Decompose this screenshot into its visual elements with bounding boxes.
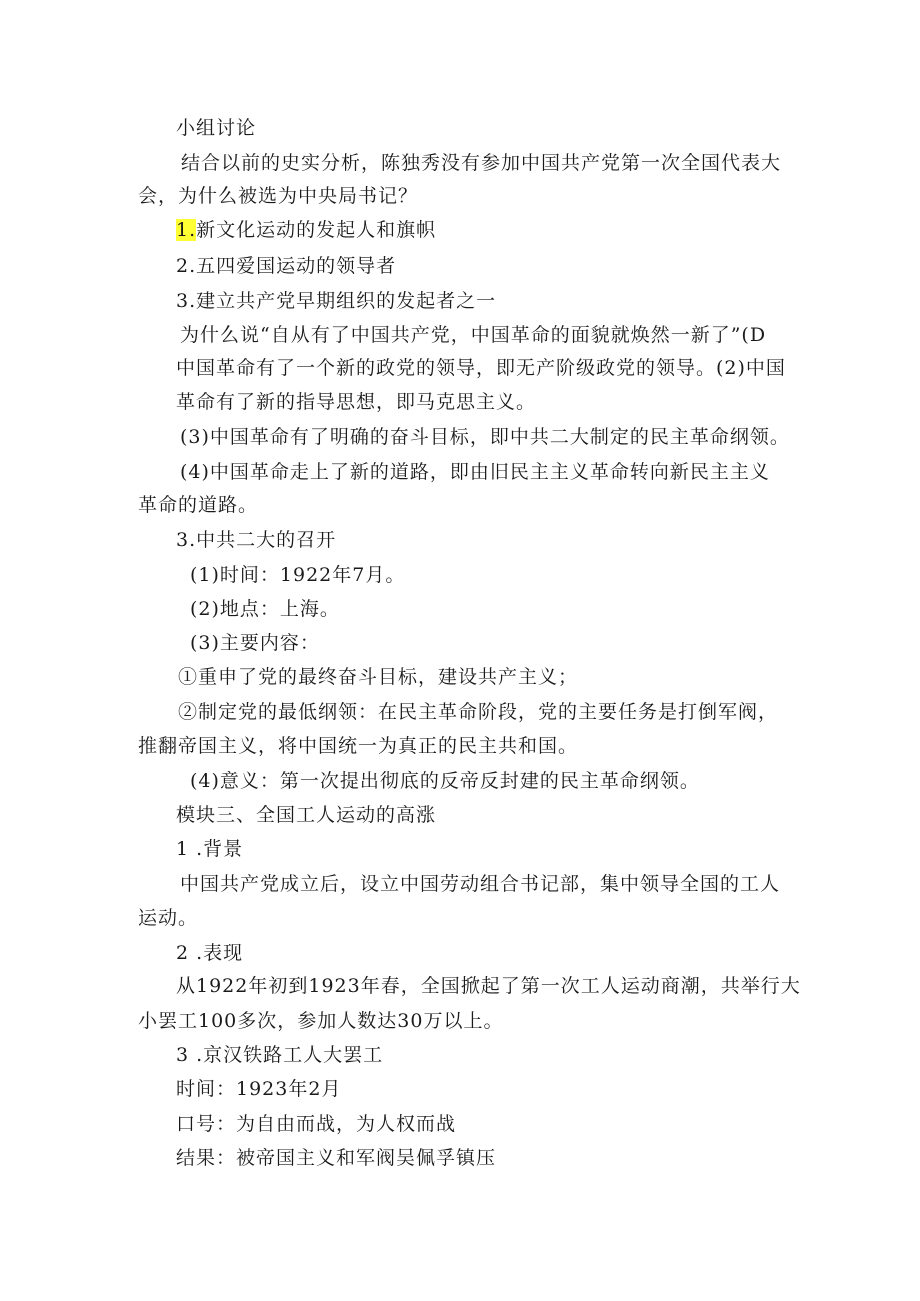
paragraph-line: (3)中国革命有了明确的奋斗目标，即中共二大制定的民主革命纲领。: [180, 426, 790, 448]
paragraph-line: (4)中国革命走上了新的道路，即由旧民主主义革命转向新民主主义: [180, 461, 770, 483]
list-item-text: 新文化运动的发起人和旗帜: [196, 219, 437, 241]
highlight-marker: 1.: [176, 219, 197, 241]
module-heading: 模块三、全国工人运动的高涨: [176, 804, 437, 826]
paragraph-line: 结果：被帝国主义和军阀吴佩孚镇压: [176, 1147, 497, 1169]
paragraph-line: 推翻帝国主义，将中国统一为真正的民主共和国。: [138, 735, 579, 757]
paragraph-line: 会，为什么被选为中央局书记？: [138, 185, 419, 207]
paragraph-line: 革命的道路。: [138, 494, 259, 516]
paragraph-line: 从1922年初到1923年春，全国掀起了第一次工人运动商潮，共举行大: [176, 975, 801, 997]
paragraph-line: 口号：为自由而战，为人权而战: [176, 1113, 457, 1135]
list-item-2: 2.五四爱国运动的领导者: [176, 255, 397, 277]
paragraph-line: 为什么说“自从有了中国共产党，中国革命的面貌就焕然一新了”(D: [180, 324, 767, 346]
section-heading: 2 .表现: [176, 942, 244, 964]
paragraph-line: 运动。: [138, 907, 199, 929]
list-item-3: 3.建立共产党早期组织的发起者之一: [176, 290, 497, 312]
sub-item: (4)意义：第一次提出彻底的反帝反封建的民主革命纲领。: [190, 770, 700, 792]
paragraph-line: 中国革命有了一个新的政党的领导，即无产阶级政党的领导。(2)中国: [176, 357, 786, 379]
sub-item: (3)主要内容：: [190, 632, 320, 654]
paragraph-line: 革命有了新的指导思想，即马克思主义。: [176, 391, 537, 413]
sub-item: ①重申了党的最终奋斗目标，建设共产主义；: [178, 666, 579, 688]
section-heading: 3.中共二大的召开: [176, 529, 337, 551]
list-item-1: [176, 218, 436, 242]
paragraph-line: 小罢工100多次，参加人数达30万以上。: [138, 1010, 504, 1032]
sub-item: (1)时间：1922年7月。: [190, 564, 406, 586]
paragraph-line: 中国共产党成立后，设立中国劳动组合书记部，集中领导全国的工人: [180, 873, 781, 895]
paragraph-line: 结合以前的史实分析，陈独秀没有参加中国共产党第一次全国代表大: [181, 152, 782, 174]
sub-item: ②制定党的最低纲领：在民主革命阶段，党的主要任务是打倒军阀，: [178, 701, 779, 723]
paragraph-line: 时间：1923年2月: [176, 1078, 342, 1100]
sub-item: (2)地点：上海。: [190, 598, 340, 620]
heading-group-discussion: 小组讨论: [176, 117, 257, 139]
section-heading: 3 .京汉铁路工人大罢工: [176, 1044, 384, 1066]
section-heading: 1 .背景: [176, 838, 244, 860]
